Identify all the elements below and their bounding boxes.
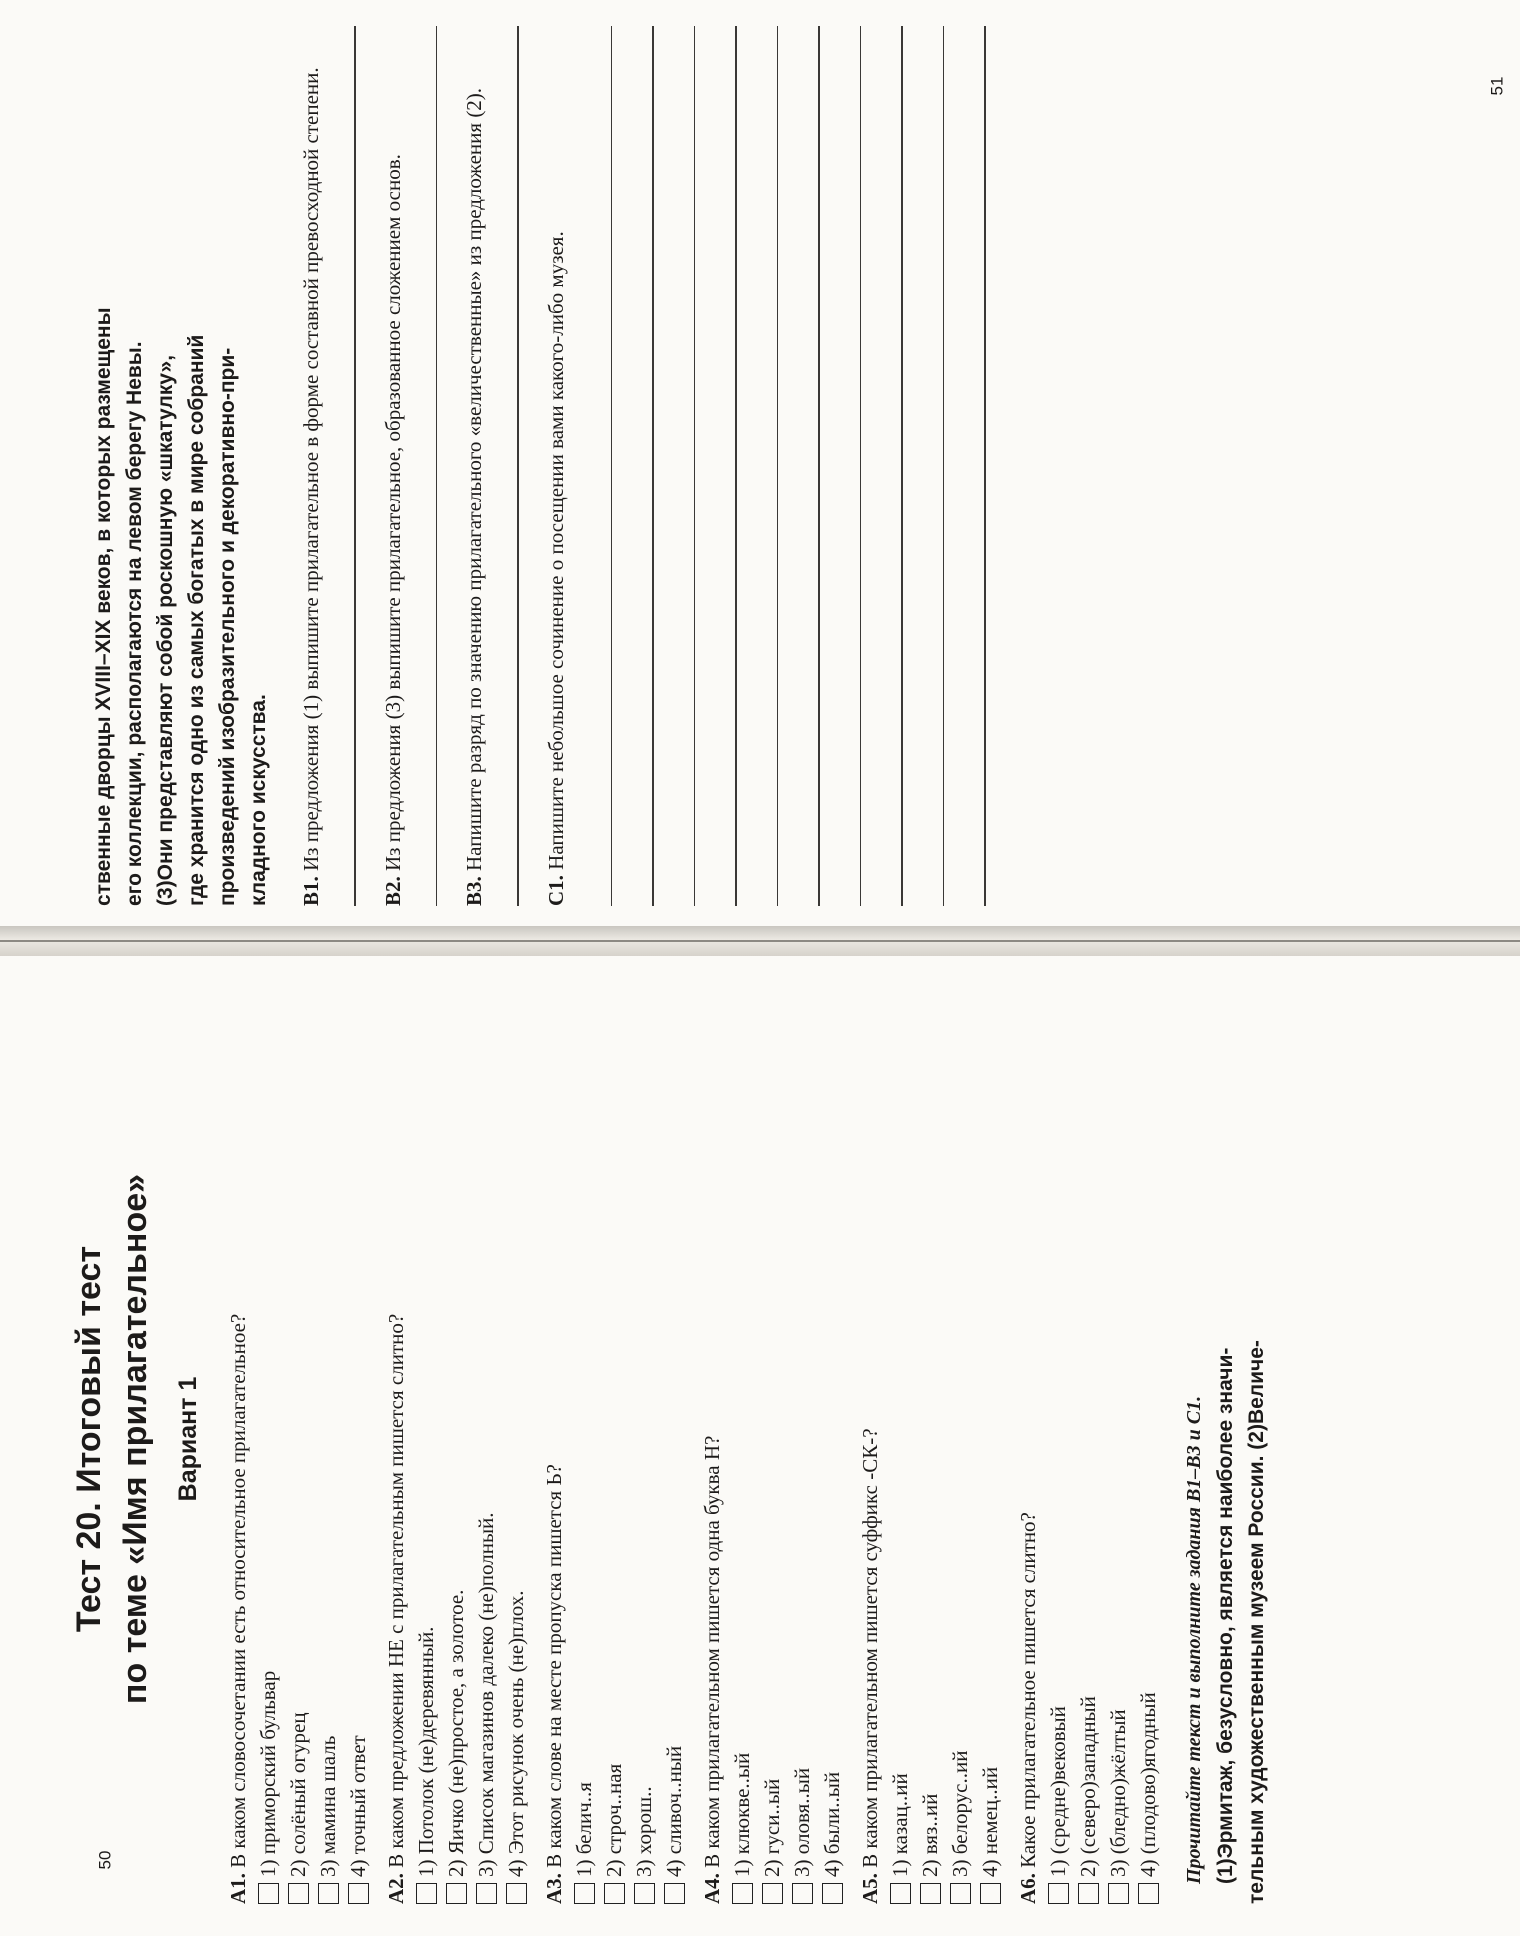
task-text: Из предложения (3) выпишите прилагательное, образованное сложением основ. [380, 154, 405, 877]
answer-option[interactable] [569, 974, 599, 1904]
reading-text-line: кладного искусства. [247, 694, 270, 906]
answer-line[interactable] [984, 26, 986, 906]
question-number: А3. [542, 1873, 566, 1904]
task-number: В1. [299, 876, 323, 906]
page-51-content [88, 26, 1448, 906]
answer-option-label: 1) клюкве..ый [730, 1752, 754, 1877]
reading-text-line: его коллекции, располагаются на левом берегу Невы. [123, 341, 146, 906]
answer-option[interactable] [1073, 974, 1103, 1904]
answer-option-label: 2) вяз..ий [918, 1793, 942, 1877]
question-a6 [1013, 974, 1171, 1904]
answer-option-label: 2) гуси..ый [760, 1778, 784, 1877]
answer-option[interactable] [441, 974, 471, 1904]
reading-text-line: где хранится одно из самых богатых в мире собраний [185, 334, 208, 906]
answer-checkbox[interactable] [604, 1883, 625, 1904]
answer-checkbox[interactable] [574, 1883, 595, 1904]
answer-option[interactable] [253, 974, 283, 1904]
answer-option[interactable] [471, 974, 501, 1904]
answer-option[interactable] [343, 974, 373, 1904]
answer-option-label: 4) сливоч..ный [662, 1745, 686, 1877]
page-number-51: 51 [1487, 76, 1507, 96]
answer-option-label: 2) солёный огурец [286, 1712, 310, 1877]
answer-checkbox[interactable] [318, 1883, 339, 1904]
answer-option-label: 1) Потолок (не)деревянный. [414, 1626, 438, 1877]
answer-checkbox[interactable] [890, 1883, 911, 1904]
answer-checkbox[interactable] [950, 1883, 971, 1904]
reading-text-line: произведений изобразительного и декоративно-при- [216, 347, 239, 906]
answer-checkbox[interactable] [258, 1883, 279, 1904]
answer-option[interactable] [727, 974, 757, 1904]
question-a2 [381, 974, 539, 1904]
answer-checkbox[interactable] [348, 1883, 369, 1904]
answer-option[interactable] [659, 974, 689, 1904]
answer-checkbox[interactable] [1078, 1883, 1099, 1904]
task-b2 [378, 26, 438, 906]
question-number: А2. [384, 1873, 408, 1904]
reading-text-line: (1)Эрмитаж, безусловно, является наиболее значи- [1214, 1347, 1237, 1884]
answer-option[interactable] [283, 974, 313, 1904]
answer-option[interactable] [915, 974, 945, 1904]
answer-checkbox[interactable] [822, 1883, 843, 1904]
answer-option-label: 3) Список магазинов далеко (не)полный. [474, 1512, 498, 1877]
answer-option-label: 2) строч..ная [602, 1763, 626, 1877]
task-c1 [541, 26, 986, 906]
answer-checkbox[interactable] [732, 1883, 753, 1904]
question-text: Какое прилагательное пишется слитно? [1016, 1512, 1040, 1874]
question-a4 [697, 974, 855, 1904]
answer-option[interactable] [313, 974, 343, 1904]
question-text: В каком слове на месте пропуска пишется Ь? [542, 1464, 566, 1874]
answer-option-label: 3) белорус..ий [948, 1750, 972, 1877]
answer-checkbox[interactable] [476, 1883, 497, 1904]
task-text: Напишите небольшое сочинение о посещении вами какого-либо музея. [543, 231, 568, 876]
question-a3 [539, 974, 697, 1904]
answer-option[interactable] [1133, 974, 1163, 1904]
answer-option-label: 4) (плодово)ягодный [1136, 1692, 1160, 1877]
question-a1 [223, 974, 381, 1904]
task-number: В3. [462, 876, 486, 906]
reading-instruction: Прочитайте текст и выполните задания В1–В3 и С1. [1183, 1395, 1205, 1884]
question-text: В каком словосочетании есть относительное прилагательное? [226, 1313, 250, 1874]
page-number-50: 50 [95, 1850, 115, 1870]
answer-option-label: 4) были..ый [820, 1771, 844, 1877]
answer-checkbox[interactable] [980, 1883, 1001, 1904]
variant-heading: Вариант 1 [174, 1376, 202, 1502]
answer-option[interactable] [945, 974, 975, 1904]
task-text: Из предложения (1) выпишите прилагательное в форме составной превосходной степени. [299, 67, 323, 877]
answer-option[interactable] [787, 974, 817, 1904]
questions-list [223, 974, 1171, 1904]
reading-text-line: ственные дворцы XVIII–XIX веков, в которых размещены [92, 307, 115, 906]
answer-option[interactable] [501, 974, 531, 1904]
answer-checkbox[interactable] [1138, 1883, 1159, 1904]
task-number: В2. [380, 876, 405, 906]
answer-checkbox[interactable] [664, 1883, 685, 1904]
answer-option-label: 1) белич..я [572, 1782, 596, 1877]
answer-checkbox[interactable] [792, 1883, 813, 1904]
question-number: А6. [1016, 1873, 1040, 1904]
answer-option[interactable] [599, 974, 629, 1904]
test-title-line2: по теме «Имя прилагательное» [116, 1173, 154, 1705]
answer-checkbox[interactable] [416, 1883, 437, 1904]
answer-option[interactable] [411, 974, 441, 1904]
question-text: В каком предложении НЕ с прилагательным пишется слитно? [384, 1313, 408, 1874]
answer-checkbox[interactable] [634, 1883, 655, 1904]
answer-checkbox[interactable] [762, 1883, 783, 1904]
answer-option-label: 4) точный ответ [346, 1735, 370, 1877]
gutter-divider [0, 940, 1520, 942]
task-number: С1. [543, 875, 568, 906]
reading-text-line: тельным художественным музеем России. (2)Величе- [1245, 1340, 1268, 1904]
answer-option[interactable] [885, 974, 915, 1904]
question-text: В каком прилагательном пишется одна буква Н? [700, 1435, 724, 1874]
answer-option[interactable] [757, 974, 787, 1904]
answer-option-label: 3) мамина шаль [316, 1735, 340, 1877]
test-title-line1: Тест 20. Итоговый тест [70, 1245, 108, 1633]
task-text: Напишите разряд по значению прилагательного «величественные» из предложения (2). [462, 87, 486, 877]
question-text: В каком прилагательном пишется суффикс -СК-? [858, 1428, 882, 1874]
answer-checkbox[interactable] [920, 1883, 941, 1904]
task-b3 [459, 26, 519, 906]
answer-checkbox[interactable] [506, 1883, 527, 1904]
answer-option-label: 3) оловя..ый [790, 1767, 814, 1877]
question-a5 [855, 974, 1013, 1904]
answer-option-label: 1) приморский бульвар [256, 1670, 280, 1877]
answer-option[interactable] [629, 974, 659, 1904]
question-number: А1. [226, 1873, 250, 1904]
page-50-content [66, 974, 1486, 1904]
answer-checkbox[interactable] [1048, 1883, 1069, 1904]
answer-option[interactable] [1103, 974, 1133, 1904]
answer-option[interactable] [975, 974, 1005, 1904]
essay-lines [571, 26, 986, 906]
answer-option-label: 4) немец..ий [978, 1766, 1002, 1877]
answer-option-label: 3) хорош.. [632, 1786, 656, 1877]
answer-option-label: 1) (средне)вековый [1046, 1706, 1070, 1877]
answer-checkbox[interactable] [446, 1883, 467, 1904]
reading-text-continued [88, 26, 274, 906]
reading-text-line: (3)Они представляют собой роскошную «шкатулку», [154, 354, 177, 906]
answer-checkbox[interactable] [1108, 1883, 1129, 1904]
answer-checkbox[interactable] [288, 1883, 309, 1904]
answer-option[interactable] [1043, 974, 1073, 1904]
answer-option-label: 2) (северо)западный [1076, 1696, 1100, 1877]
answer-option-label: 2) Яичко (не)простое, а золотое. [444, 1589, 468, 1877]
answer-option-label: 1) казац..ий [888, 1773, 912, 1877]
answer-option[interactable] [817, 974, 847, 1904]
question-number: А5. [858, 1873, 882, 1904]
answer-option-label: 4) Этот рисунок очень (не)плох. [504, 1590, 528, 1877]
question-number: А4. [700, 1873, 724, 1904]
answer-option-label: 3) (бледно)жёлтый [1106, 1709, 1130, 1877]
task-b1 [296, 26, 356, 906]
